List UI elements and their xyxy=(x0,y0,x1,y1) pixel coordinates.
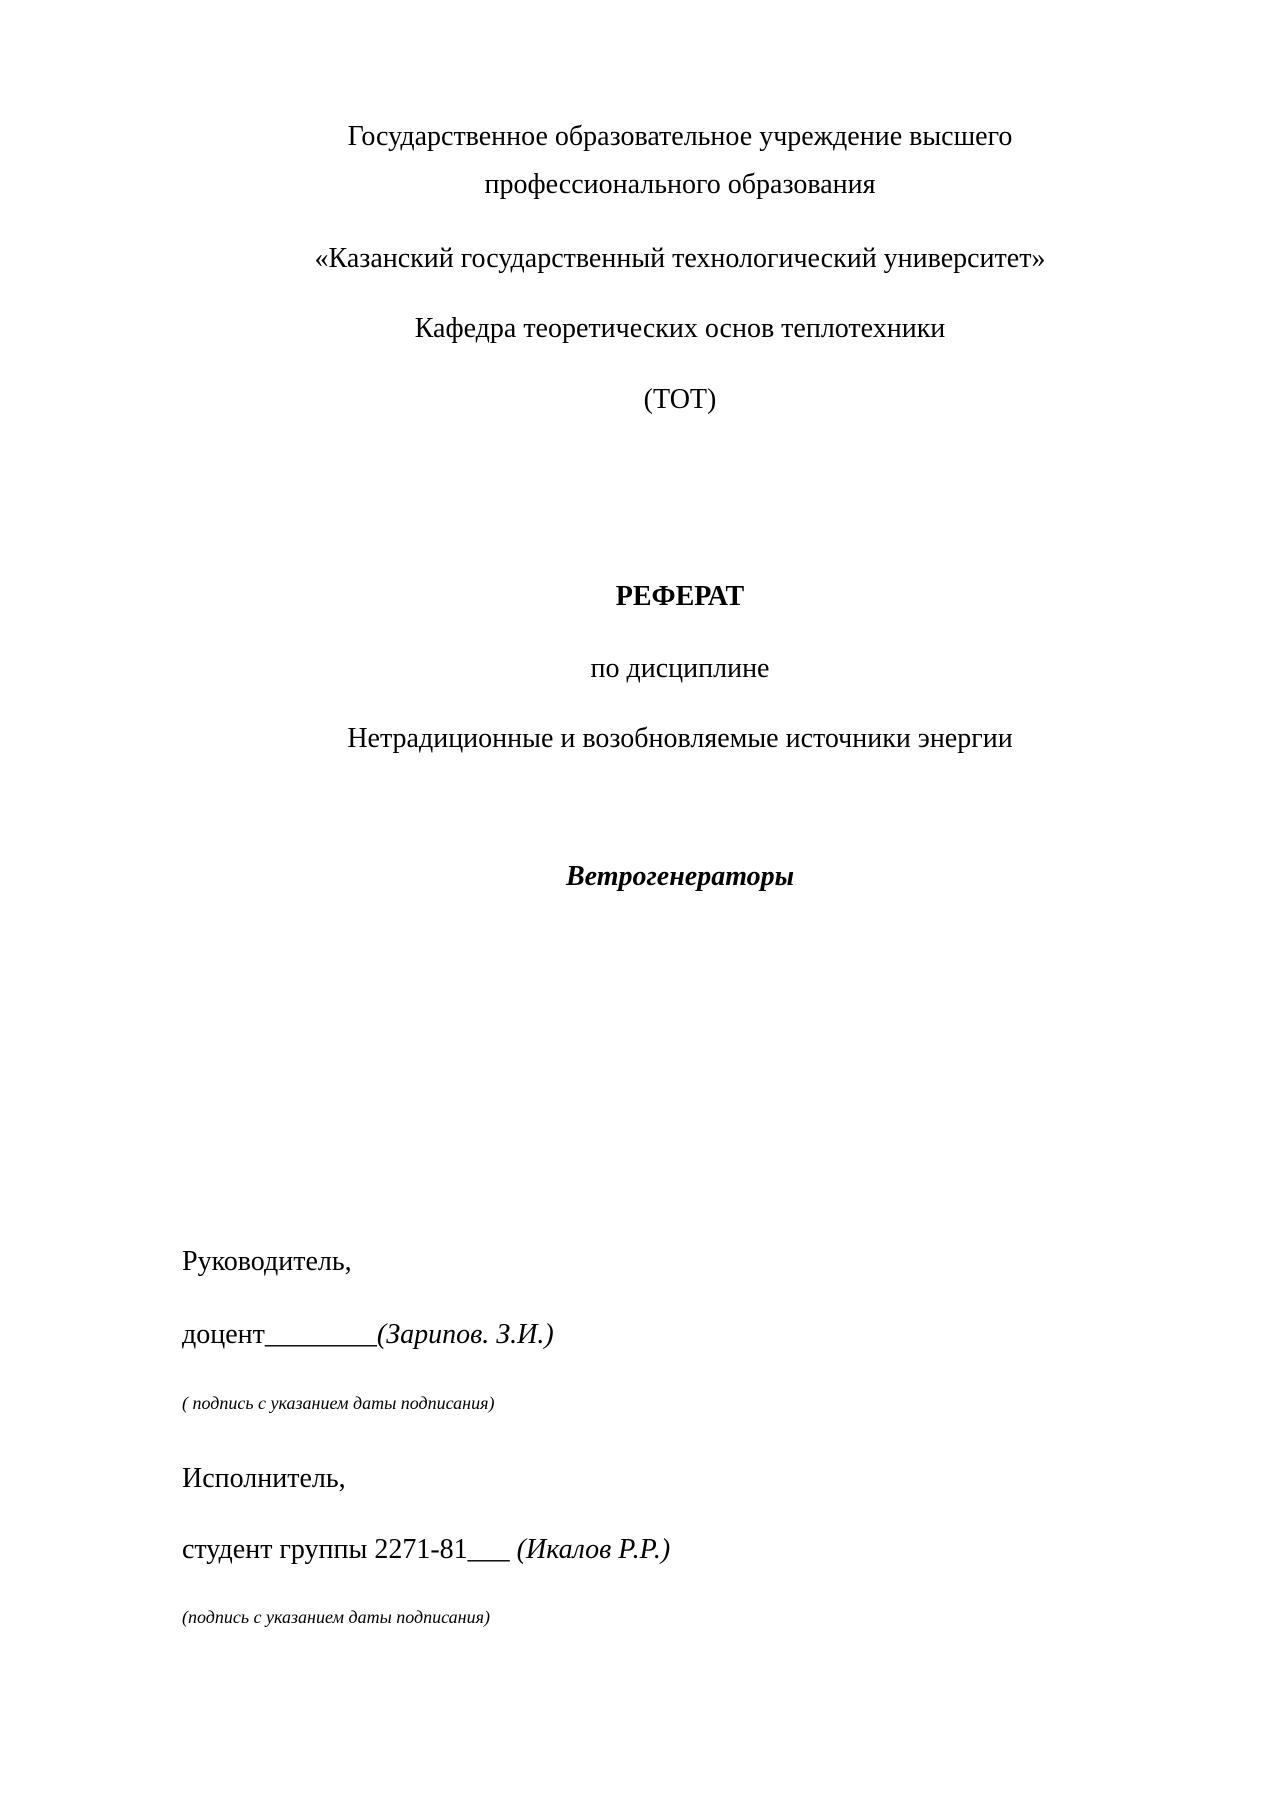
author-label: Исполнитель, xyxy=(182,1463,346,1494)
author-signature-note: (подпись с указанием даты подписания) xyxy=(182,1607,490,1627)
author-name: (Икалов Р.Р.) xyxy=(516,1534,671,1565)
institution-line-1: Государственное образовательное учреждение высшего xyxy=(347,121,1013,152)
supervisor-name: (Зарипов. З.И.) xyxy=(376,1319,554,1350)
author-group: студент группы 2271-81___ xyxy=(182,1534,517,1565)
supervisor-position: доцент________ xyxy=(182,1319,377,1350)
discipline-name: Нетрадиционные и возобновляемые источники энергии xyxy=(347,723,1013,754)
author-line xyxy=(182,1533,670,1567)
institution-line-2: профессионального образования xyxy=(484,169,876,200)
supervisor-line xyxy=(182,1318,554,1352)
department-name: Кафедра теоретических основ теплотехники xyxy=(414,313,946,344)
topic-title: Ветрогенераторы xyxy=(565,861,795,892)
discipline-prefix: по дисциплине xyxy=(590,653,770,684)
supervisor-signature-note: ( подпись с указанием даты подписания) xyxy=(182,1393,495,1413)
document-type-title: РЕФЕРАТ xyxy=(615,581,745,612)
department-abbreviation: (ТОТ) xyxy=(643,384,717,415)
university-name: «Казанский государственный технологический университет» xyxy=(314,243,1046,274)
supervisor-label: Руководитель, xyxy=(182,1246,352,1277)
